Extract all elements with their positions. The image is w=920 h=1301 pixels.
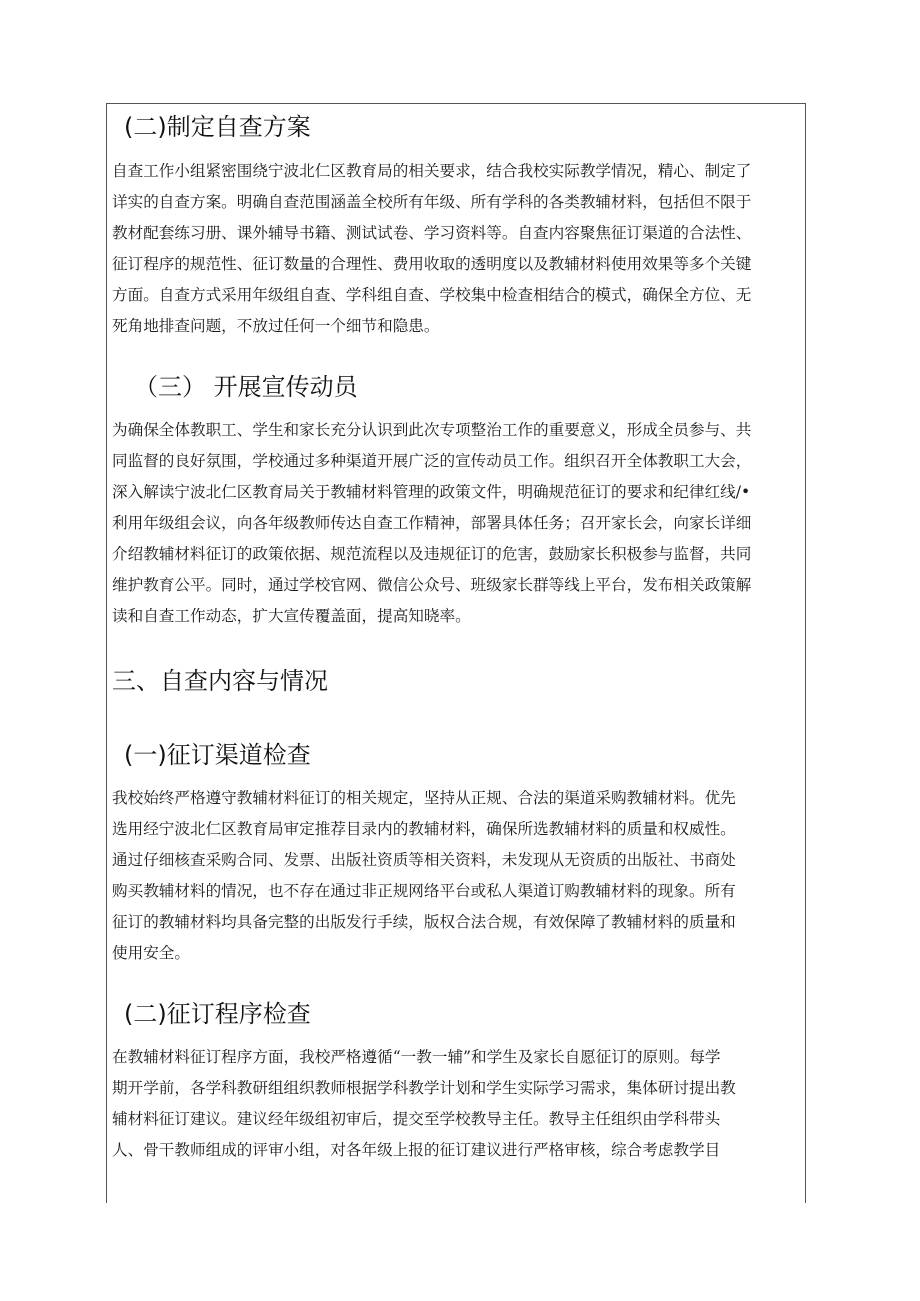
section-heading-publicity: （三） 开展宣传动员 xyxy=(134,373,358,401)
section-heading-channel: (一)征订渠道检查 xyxy=(124,741,311,769)
chapter-heading-inspection: 三、自查内容与情况 xyxy=(112,667,328,695)
text-line: 使用安全。 xyxy=(112,944,190,962)
text-line: 辅材料征订建议。建议经年级组初审后，提交至学校教导主任。教导主任组织由学科带头 xyxy=(112,1110,721,1128)
section-heading-plan: (二)制定自查方案 xyxy=(124,113,311,141)
text-line: 深入解读宁波北仁区教育局关于教辅材料管理的政策文件，明确规范征订的要求和纪律红线/• xyxy=(112,483,751,501)
text-line: 方面。自查方式采用年级组自查、学科组自查、学校集中检查相结合的模式，确保全方位、无 xyxy=(112,286,752,304)
text-line: 死角地排查问题，不放过任何一个细节和隐患。 xyxy=(112,317,440,335)
paragraph-channel xyxy=(112,783,802,969)
text-line: 选用经宁波北仁区教育局审定推荐目录内的教辅材料，确保所选教辅材料的质量和权威性。 xyxy=(112,820,736,838)
text-line: 利用年级组会议，向各年级教师传达自查工作精神，部署具体任务；召开家长会，向家长详细 xyxy=(112,514,752,532)
text-line: 维护教育公平。同时，通过学校官网、微信公众号、班级家长群等线上平台，发布相关政策解 xyxy=(112,576,752,594)
text-line: 读和自查工作动态，扩大宣传覆盖面，提高知晓率。 xyxy=(112,607,471,625)
text-line: 期开学前，各学科教研组组织教师根据学科教学计划和学生实际学习需求，集体研讨提出教 xyxy=(112,1079,736,1097)
text-line: 介绍教辅材料征订的政策依据、规范流程以及违规征订的危害，鼓励家长积极参与监督，共同 xyxy=(112,545,752,563)
text-line: 征订的教辅材料均具备完整的出版发行手续，版权合法合规，有效保障了教辅材料的质量和 xyxy=(112,913,736,931)
text-line: 人、骨干教师组成的评审小组，对各年级上报的征订建议进行严格审核，综合考虑教学目 xyxy=(112,1141,721,1159)
paragraph-plan xyxy=(112,156,802,342)
text-line: 为确保全体教职工、学生和家长充分认识到此次专项整治工作的重要意义，形成全员参与、共 xyxy=(112,421,752,439)
text-line: 我校始终严格遵守教辅材料征订的相关规定，坚持从正规、合法的渠道采购教辅材料。优先 xyxy=(112,789,736,807)
text-line: 征订程序的规范性、征订数量的合理性、费用收取的透明度以及教辅材料使用效果等多个关键 xyxy=(112,255,752,273)
text-line: 自查工作小组紧密围绕宁波北仁区教育局的相关要求，结合我校实际教学情况，精心、制定了 xyxy=(112,162,752,180)
text-line: 教材配套练习册、课外辅导书籍、测试试卷、学习资料等。自查内容聚焦征订渠道的合法性、 xyxy=(112,224,752,242)
section-heading-procedure: (二)征订程序检查 xyxy=(124,1000,311,1028)
text-line: 同监督的良好氛围，学校通过多种渠道开展广泛的宣传动员工作。组织召开全体教职工大会， xyxy=(112,452,752,470)
text-line: 详实的自查方案。明确自查范围涵盖全校所有年级、所有学科的各类教辅材料，包括但不限于 xyxy=(112,193,752,211)
text-line: 在教辅材料征订程序方面，我校严格遵循“一教一辅”和学生及家长自愿征订的原则。每学 xyxy=(112,1048,721,1066)
text-line: 购买教辅材料的情况，也不存在通过非正规网络平台或私人渠道订购教辅材料的现象。所有 xyxy=(112,882,736,900)
paragraph-procedure xyxy=(112,1042,802,1166)
paragraph-publicity xyxy=(112,415,802,632)
text-line: 通过仔细核查采购合同、发票、出版社资质等相关资料，未发现从无资质的出版社、书商处 xyxy=(112,851,736,869)
